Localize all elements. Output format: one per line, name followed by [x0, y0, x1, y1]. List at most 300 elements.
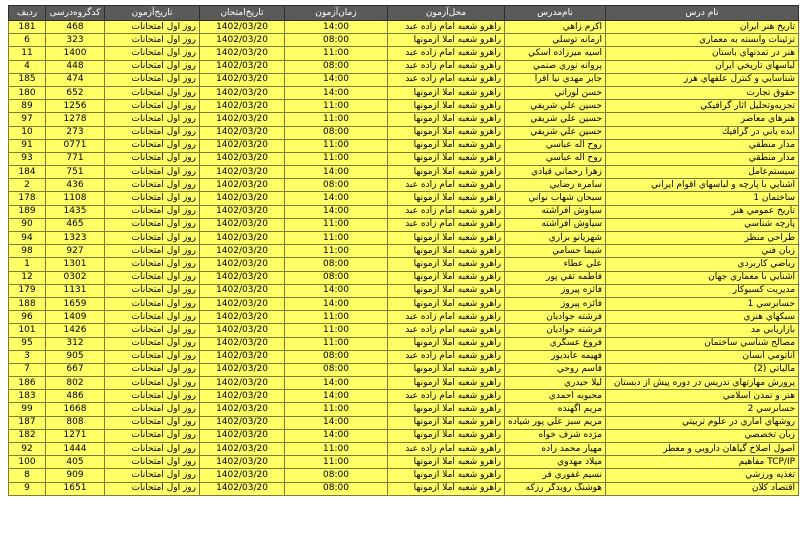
cell-code: 802 — [46, 377, 105, 390]
table-row — [9, 152, 799, 165]
cell-teacher: جابر مهدي نيا اقرا — [505, 73, 606, 86]
cell-teacher: اسيه ميرزاده اسكي — [505, 47, 606, 60]
cell-time: 08:00 — [285, 126, 388, 139]
cell-row-number: 10 — [9, 126, 46, 139]
cell-place: راهرو شعبه املا ازمونها — [388, 126, 505, 139]
cell-teacher: سبحان شهاب نواني — [505, 192, 606, 205]
cell-place: راهرو شعبه املا ازمونها — [388, 271, 505, 284]
cell-code: 751 — [46, 166, 105, 179]
cell-date: 1402/03/20 — [200, 311, 285, 324]
cell-day: روز اول امتحانات — [105, 232, 200, 245]
cell-date: 1402/03/20 — [200, 443, 285, 456]
cell-place: راهرو شعبه امام زاده عبد — [388, 179, 505, 192]
cell-date: 1402/03/20 — [200, 377, 285, 390]
cell-place: راهرو شعبه املا ازمونها — [388, 258, 505, 271]
cell-course: هنرهاي معاصر — [606, 113, 799, 126]
cell-course: مصالح شناسي ساختمان — [606, 337, 799, 350]
cell-code: 312 — [46, 337, 105, 350]
cell-date: 1402/03/20 — [200, 126, 285, 139]
cell-row-number: 101 — [9, 324, 46, 337]
cell-place: راهرو شعبه املا ازمونها — [388, 34, 505, 47]
cell-code: 1400 — [46, 47, 105, 60]
cell-time: 08:00 — [285, 60, 388, 73]
cell-row-number: 100 — [9, 456, 46, 469]
cell-course: ايده يابي در گرافيك — [606, 126, 799, 139]
cell-place: راهرو شعبه املا ازمونها — [388, 86, 505, 99]
cell-code: 405 — [46, 456, 105, 469]
cell-code: 474 — [46, 73, 105, 86]
cell-day: روز اول امتحانات — [105, 350, 200, 363]
cell-time: 11:00 — [285, 337, 388, 350]
cell-date: 1402/03/20 — [200, 271, 285, 284]
cell-day: روز اول امتحانات — [105, 416, 200, 429]
table-row — [9, 324, 799, 337]
table-row — [9, 60, 799, 73]
cell-code: 1409 — [46, 311, 105, 324]
table-row — [9, 100, 799, 113]
cell-place: راهرو شعبه املا ازمونها — [388, 337, 505, 350]
cell-course: مديريت كسبوكار — [606, 284, 799, 297]
cell-code: 486 — [46, 390, 105, 403]
cell-course: سبكهاي هنري — [606, 311, 799, 324]
cell-code: 468 — [46, 21, 105, 34]
cell-place: راهرو شعبه املا ازمونها — [388, 403, 505, 416]
cell-place: راهرو شعبه املا ازمونها — [388, 456, 505, 469]
cell-code: 0302 — [46, 271, 105, 284]
cell-teacher: حسين علي شريفي — [505, 113, 606, 126]
cell-place: راهرو شعبه املا ازمونها — [388, 284, 505, 297]
cell-row-number: 179 — [9, 284, 46, 297]
header-code: کدگروه‌درسی — [46, 6, 105, 21]
cell-teacher: شهريانو براري — [505, 232, 606, 245]
cell-day: روز اول امتحانات — [105, 456, 200, 469]
table-row — [9, 179, 799, 192]
cell-teacher: شيما حسامي — [505, 245, 606, 258]
cell-course: ساختمان 1 — [606, 192, 799, 205]
cell-row-number: 95 — [9, 337, 46, 350]
cell-time: 14:00 — [285, 192, 388, 205]
cell-time: 14:00 — [285, 429, 388, 442]
cell-date: 1402/03/20 — [200, 73, 285, 86]
cell-teacher: هوشنگ رويدگر رزكه — [505, 482, 606, 495]
cell-date: 1402/03/20 — [200, 245, 285, 258]
cell-teacher: ارمانه توسلي — [505, 34, 606, 47]
table-row — [9, 363, 799, 376]
header-place: محل‌آزمون — [388, 6, 505, 21]
cell-teacher: حسين علي شريفي — [505, 100, 606, 113]
cell-place: راهرو شعبه امام زاده عبد — [388, 47, 505, 60]
cell-time: 11:00 — [285, 113, 388, 126]
cell-code: 1668 — [46, 403, 105, 416]
cell-date: 1402/03/20 — [200, 284, 285, 297]
cell-teacher: حسين علي شريفي — [505, 126, 606, 139]
cell-place: راهرو شعبه املا ازمونها — [388, 100, 505, 113]
cell-day: روز اول امتحانات — [105, 297, 200, 310]
cell-time: 14:00 — [285, 377, 388, 390]
cell-day: روز اول امتحانات — [105, 311, 200, 324]
cell-code: 1659 — [46, 297, 105, 310]
cell-code: 273 — [46, 126, 105, 139]
cell-teacher: اكرم زاهي — [505, 21, 606, 34]
cell-day: روز اول امتحانات — [105, 337, 200, 350]
table-row — [9, 218, 799, 231]
cell-place: راهرو شعبه املا ازمونها — [388, 152, 505, 165]
table-row — [9, 416, 799, 429]
cell-code: 1256 — [46, 100, 105, 113]
cell-date: 1402/03/20 — [200, 456, 285, 469]
cell-row-number: 187 — [9, 416, 46, 429]
table-row — [9, 390, 799, 403]
cell-time: 11:00 — [285, 403, 388, 416]
cell-time: 08:00 — [285, 350, 388, 363]
cell-row-number: 181 — [9, 21, 46, 34]
table-row — [9, 113, 799, 126]
cell-code: 465 — [46, 218, 105, 231]
cell-row-number: 3 — [9, 350, 46, 363]
header-day: تاریخ‌آزمون — [105, 6, 200, 21]
cell-day: روز اول امتحانات — [105, 100, 200, 113]
cell-place: راهرو شعبه املا ازمونها — [388, 429, 505, 442]
cell-place: راهرو شعبه امام زاده عبد — [388, 218, 505, 231]
cell-place: راهرو شعبه املا ازمونها — [388, 363, 505, 376]
cell-date: 1402/03/20 — [200, 482, 285, 495]
cell-day: روز اول امتحانات — [105, 390, 200, 403]
cell-teacher: قاسم روحي — [505, 363, 606, 376]
cell-row-number: 93 — [9, 152, 46, 165]
cell-course: بازاريابي مد — [606, 324, 799, 337]
cell-code: 0771 — [46, 139, 105, 152]
cell-day: روز اول امتحانات — [105, 139, 200, 152]
table-row — [9, 73, 799, 86]
cell-course: هنر و تمدن اسلامي — [606, 390, 799, 403]
cell-day: روز اول امتحانات — [105, 363, 200, 376]
cell-course: TCP/IP مفاهيم — [606, 456, 799, 469]
cell-time: 14:00 — [285, 416, 388, 429]
cell-teacher: زهرا رحماني قيادي — [505, 166, 606, 179]
cell-date: 1402/03/20 — [200, 192, 285, 205]
cell-teacher: پروانه نوري صنمي — [505, 60, 606, 73]
cell-date: 1402/03/20 — [200, 60, 285, 73]
cell-row-number: 180 — [9, 86, 46, 99]
table-row — [9, 284, 799, 297]
cell-time: 11:00 — [285, 100, 388, 113]
cell-day: روز اول امتحانات — [105, 218, 200, 231]
cell-time: 14:00 — [285, 86, 388, 99]
cell-course: رياضي كاربردي — [606, 258, 799, 271]
cell-day: روز اول امتحانات — [105, 152, 200, 165]
cell-place: راهرو شعبه امام زاده عبد — [388, 21, 505, 34]
cell-place: راهرو شعبه املا ازمونها — [388, 113, 505, 126]
cell-date: 1402/03/20 — [200, 297, 285, 310]
table-row — [9, 34, 799, 47]
cell-row-number: 185 — [9, 73, 46, 86]
cell-teacher: فرشته جواديان — [505, 311, 606, 324]
cell-place: راهرو شعبه املا ازمونها — [388, 377, 505, 390]
cell-day: روز اول امتحانات — [105, 113, 200, 126]
cell-place: راهرو شعبه املا ازمونها — [388, 482, 505, 495]
cell-code: 1444 — [46, 443, 105, 456]
cell-date: 1402/03/20 — [200, 403, 285, 416]
cell-code: 808 — [46, 416, 105, 429]
cell-place: راهرو شعبه امام زاده عبد — [388, 73, 505, 86]
cell-teacher: مريم سبز علي پور شياده — [505, 416, 606, 429]
table-row — [9, 350, 799, 363]
table-row — [9, 139, 799, 152]
cell-day: روز اول امتحانات — [105, 443, 200, 456]
cell-row-number: 98 — [9, 245, 46, 258]
cell-date: 1402/03/20 — [200, 205, 285, 218]
cell-teacher: فائزه پيروز — [505, 297, 606, 310]
table-row — [9, 126, 799, 139]
table-row — [9, 443, 799, 456]
cell-day: روز اول امتحانات — [105, 271, 200, 284]
cell-teacher: فرشته جواديان — [505, 324, 606, 337]
cell-day: روز اول امتحانات — [105, 469, 200, 482]
cell-code: 1301 — [46, 258, 105, 271]
cell-date: 1402/03/20 — [200, 152, 285, 165]
cell-place: راهرو شعبه امام زاده عبد — [388, 443, 505, 456]
header-row-number: ردیف — [9, 6, 46, 21]
cell-teacher: روح اله عباسي — [505, 139, 606, 152]
cell-row-number: 8 — [9, 469, 46, 482]
cell-day: روز اول امتحانات — [105, 60, 200, 73]
cell-time: 08:00 — [285, 179, 388, 192]
cell-place: راهرو شعبه املا ازمونها — [388, 416, 505, 429]
cell-code: 323 — [46, 34, 105, 47]
cell-course: شناسايي و كنترل علفهاي هرز — [606, 73, 799, 86]
header-row — [9, 6, 799, 21]
table-row — [9, 337, 799, 350]
cell-date: 1402/03/20 — [200, 179, 285, 192]
cell-date: 1402/03/20 — [200, 100, 285, 113]
cell-row-number: 188 — [9, 297, 46, 310]
cell-course: اصول اصلاح گياهان دارويي و معطر — [606, 443, 799, 456]
cell-time: 11:00 — [285, 152, 388, 165]
cell-row-number: 12 — [9, 271, 46, 284]
cell-day: روز اول امتحانات — [105, 21, 200, 34]
cell-course: لباسهاي تاريخي ايران — [606, 60, 799, 73]
cell-course: تاريخ عمومي هنر — [606, 205, 799, 218]
cell-course: پارچه شناسي — [606, 218, 799, 231]
cell-date: 1402/03/20 — [200, 47, 285, 60]
cell-day: روز اول امتحانات — [105, 126, 200, 139]
cell-date: 1402/03/20 — [200, 390, 285, 403]
cell-teacher: ميلاد مهدوي — [505, 456, 606, 469]
table-row — [9, 205, 799, 218]
cell-code: 1323 — [46, 232, 105, 245]
cell-place: راهرو شعبه امام زاده عبد — [388, 390, 505, 403]
header-time: زمان‌آزمون — [285, 6, 388, 21]
header-teacher: نام‌مدرس — [505, 6, 606, 21]
cell-teacher: فاطمه تقي پور — [505, 271, 606, 284]
cell-time: 14:00 — [285, 297, 388, 310]
exam-schedule-table — [8, 5, 799, 496]
cell-course: تزئينات وابسته به معماري — [606, 34, 799, 47]
table-row — [9, 429, 799, 442]
cell-course: حسابرسي 1 — [606, 297, 799, 310]
table-row — [9, 166, 799, 179]
cell-time: 08:00 — [285, 469, 388, 482]
table-row — [9, 456, 799, 469]
cell-place: راهرو شعبه املا ازمونها — [388, 192, 505, 205]
cell-place: راهرو شعبه امام زاده عبد — [388, 311, 505, 324]
cell-time: 14:00 — [285, 73, 388, 86]
cell-date: 1402/03/20 — [200, 469, 285, 482]
cell-course: اشنايي با معماري جهان — [606, 271, 799, 284]
cell-course: پرورش مهارتهاي تدريس در دوره پيش از دبستان — [606, 377, 799, 390]
cell-code: 1131 — [46, 284, 105, 297]
cell-code: 1271 — [46, 429, 105, 442]
cell-date: 1402/03/20 — [200, 86, 285, 99]
cell-course: حسابرسي 2 — [606, 403, 799, 416]
cell-row-number: 182 — [9, 429, 46, 442]
cell-row-number: 11 — [9, 47, 46, 60]
cell-teacher: فائزه پيروز — [505, 284, 606, 297]
table-row — [9, 377, 799, 390]
cell-place: راهرو شعبه املا ازمونها — [388, 139, 505, 152]
cell-date: 1402/03/20 — [200, 429, 285, 442]
cell-time: 14:00 — [285, 205, 388, 218]
table-row — [9, 232, 799, 245]
cell-code: 1426 — [46, 324, 105, 337]
cell-code: 1278 — [46, 113, 105, 126]
table-row — [9, 297, 799, 310]
cell-day: روز اول امتحانات — [105, 192, 200, 205]
cell-teacher: سياوش افراشته — [505, 205, 606, 218]
cell-date: 1402/03/20 — [200, 166, 285, 179]
cell-date: 1402/03/20 — [200, 324, 285, 337]
cell-time: 11:00 — [285, 324, 388, 337]
cell-date: 1402/03/20 — [200, 34, 285, 47]
table-row — [9, 258, 799, 271]
cell-teacher: مريم اگهنده — [505, 403, 606, 416]
cell-place: راهرو شعبه املا ازمونها — [388, 232, 505, 245]
cell-place: راهرو شعبه امام زاده عبد — [388, 60, 505, 73]
cell-row-number: 96 — [9, 311, 46, 324]
cell-time: 14:00 — [285, 21, 388, 34]
cell-row-number: 99 — [9, 403, 46, 416]
cell-row-number: 90 — [9, 218, 46, 231]
cell-day: روز اول امتحانات — [105, 205, 200, 218]
cell-row-number: 1 — [9, 258, 46, 271]
cell-course: زبان فني — [606, 245, 799, 258]
cell-date: 1402/03/20 — [200, 350, 285, 363]
cell-teacher: مژده شرف خواه — [505, 429, 606, 442]
cell-place: راهرو شعبه امام زاده عبد — [388, 324, 505, 337]
header-course: نام درس — [606, 6, 799, 21]
cell-course: تجزيه‌وتحليل اثار گرافيكي — [606, 100, 799, 113]
cell-row-number: 178 — [9, 192, 46, 205]
cell-time: 14:00 — [285, 390, 388, 403]
cell-day: روز اول امتحانات — [105, 34, 200, 47]
cell-time: 08:00 — [285, 258, 388, 271]
cell-course: تاريخ هنر ايران — [606, 21, 799, 34]
cell-time: 14:00 — [285, 166, 388, 179]
cell-course: اناتومي انسان — [606, 350, 799, 363]
cell-place: راهرو شعبه املا ازمونها — [388, 166, 505, 179]
cell-teacher: فهيمه عابديور — [505, 350, 606, 363]
cell-date: 1402/03/20 — [200, 363, 285, 376]
table-row — [9, 469, 799, 482]
cell-course: طراحي منظر — [606, 232, 799, 245]
cell-day: روز اول امتحانات — [105, 166, 200, 179]
table-row — [9, 311, 799, 324]
cell-course: اشنايي با پارچه و لباسهاي اقوام ايراني — [606, 179, 799, 192]
cell-date: 1402/03/20 — [200, 113, 285, 126]
cell-code: 927 — [46, 245, 105, 258]
cell-time: 11:00 — [285, 232, 388, 245]
cell-course: اقتصاد كلان — [606, 482, 799, 495]
cell-row-number: 184 — [9, 166, 46, 179]
table-row — [9, 47, 799, 60]
cell-day: روز اول امتحانات — [105, 284, 200, 297]
cell-course: مدار منطقي — [606, 139, 799, 152]
cell-time: 11:00 — [285, 443, 388, 456]
cell-date: 1402/03/20 — [200, 337, 285, 350]
cell-row-number: 94 — [9, 232, 46, 245]
cell-row-number: 189 — [9, 205, 46, 218]
cell-code: 905 — [46, 350, 105, 363]
table-row — [9, 21, 799, 34]
cell-day: روز اول امتحانات — [105, 245, 200, 258]
cell-time: 11:00 — [285, 139, 388, 152]
cell-course: حقوق تجارت — [606, 86, 799, 99]
table-row — [9, 86, 799, 99]
cell-date: 1402/03/20 — [200, 258, 285, 271]
cell-course: سيستم‌عامل — [606, 166, 799, 179]
cell-row-number: 91 — [9, 139, 46, 152]
cell-code: 771 — [46, 152, 105, 165]
cell-time: 11:00 — [285, 47, 388, 60]
cell-course: تغذيه ورزشي — [606, 469, 799, 482]
cell-code: 909 — [46, 469, 105, 482]
cell-course: مدار منطقي — [606, 152, 799, 165]
cell-time: 08:00 — [285, 271, 388, 284]
cell-time: 08:00 — [285, 363, 388, 376]
cell-code: 436 — [46, 179, 105, 192]
cell-time: 11:00 — [285, 456, 388, 469]
cell-row-number: 97 — [9, 113, 46, 126]
cell-row-number: 89 — [9, 100, 46, 113]
cell-place: راهرو شعبه املا ازمونها — [388, 297, 505, 310]
cell-code: 652 — [46, 86, 105, 99]
cell-teacher: مهيار محمد زاده — [505, 443, 606, 456]
cell-time: 08:00 — [285, 482, 388, 495]
cell-teacher: حسن لوراني — [505, 86, 606, 99]
cell-day: روز اول امتحانات — [105, 179, 200, 192]
cell-date: 1402/03/20 — [200, 416, 285, 429]
cell-day: روز اول امتحانات — [105, 258, 200, 271]
cell-day: روز اول امتحانات — [105, 482, 200, 495]
cell-teacher: روح اله عباسي — [505, 152, 606, 165]
cell-date: 1402/03/20 — [200, 21, 285, 34]
cell-course: روشهاي اماري در علوم تربيتي — [606, 416, 799, 429]
header-date: تاریخ‌امتحان — [200, 6, 285, 21]
cell-row-number: 92 — [9, 443, 46, 456]
cell-place: راهرو شعبه امام زاده عبد — [388, 205, 505, 218]
cell-date: 1402/03/20 — [200, 139, 285, 152]
table-row — [9, 192, 799, 205]
cell-code: 1108 — [46, 192, 105, 205]
cell-row-number: 7 — [9, 363, 46, 376]
cell-time: 11:00 — [285, 245, 388, 258]
table-row — [9, 271, 799, 284]
cell-row-number: 186 — [9, 377, 46, 390]
cell-code: 667 — [46, 363, 105, 376]
cell-time: 11:00 — [285, 311, 388, 324]
table-row — [9, 403, 799, 416]
cell-day: روز اول امتحانات — [105, 47, 200, 60]
